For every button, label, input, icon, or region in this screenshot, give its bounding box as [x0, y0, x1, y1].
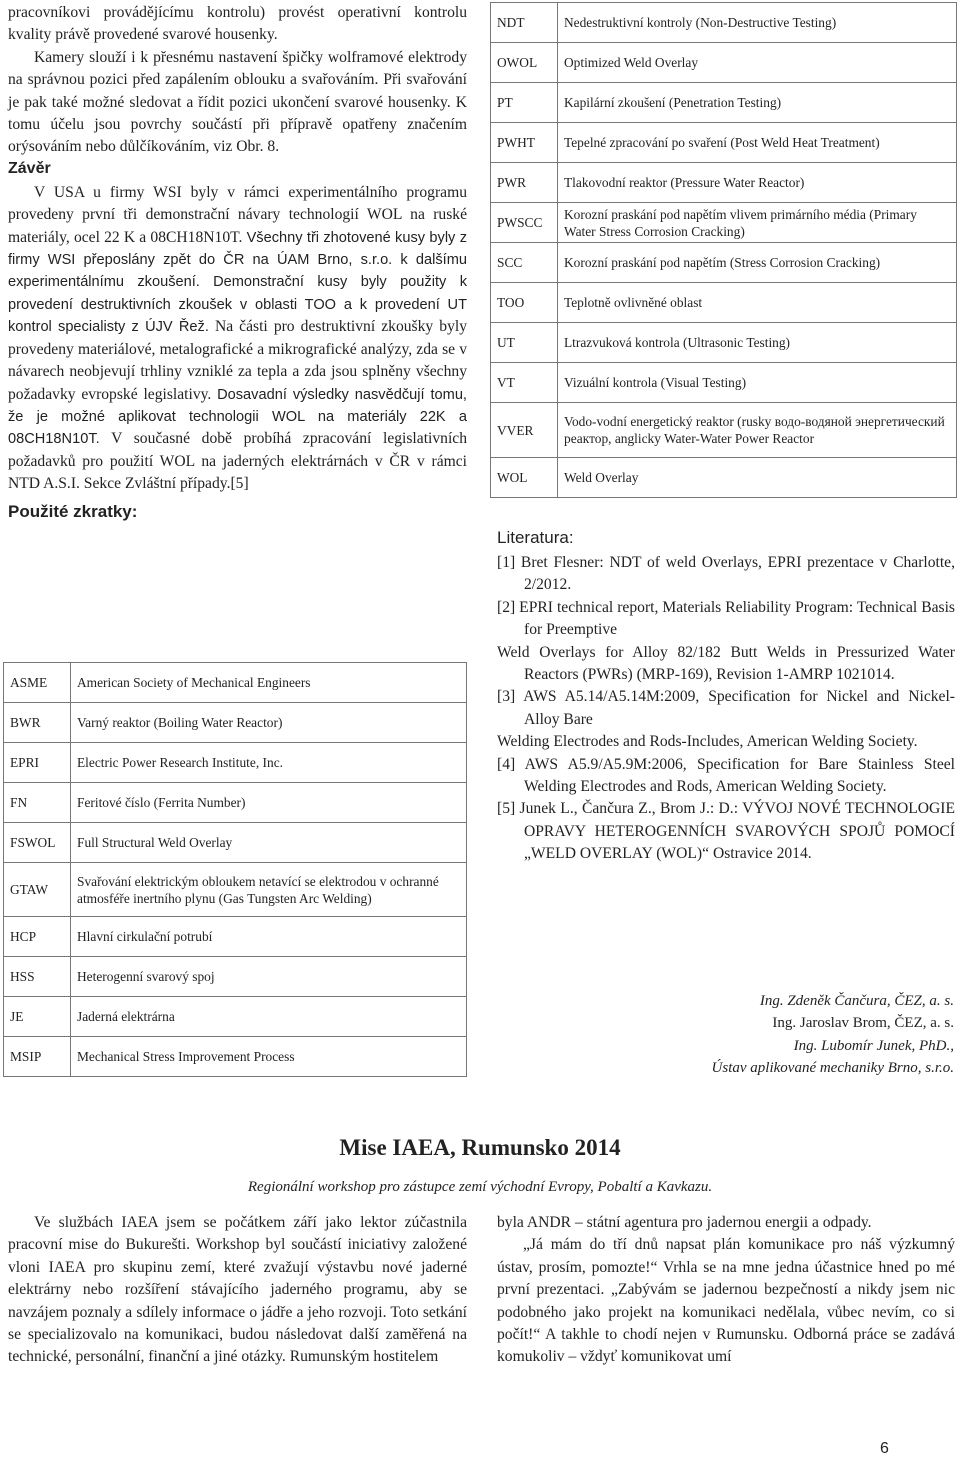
- conclusion-text: Na části pro destruktivní zkoušky byly provedeny materiálové, metalografické a mikrografické analýzy, zda se v návarech neobjevují trhliny vzniklé za tepla a zda jsou splněny všechny požadavky evropské legislativy.: [8, 318, 467, 403]
- abbreviation-key: MSIP: [4, 1037, 71, 1077]
- abbreviation-row: [4, 997, 467, 1037]
- abbreviation-row: [491, 123, 957, 163]
- abbreviation-meaning: Full Structural Weld Overlay: [71, 823, 467, 863]
- abbreviation-key: GTAW: [4, 863, 71, 917]
- paragraph: byla ANDR – státní agentura pro jadernou energii a odpady.: [497, 1214, 872, 1231]
- abbreviation-row: [4, 663, 467, 703]
- abbreviation-meaning: Mechanical Stress Improvement Process: [71, 1037, 467, 1077]
- abbreviation-key: HSS: [4, 957, 71, 997]
- paragraph: [8, 182, 467, 496]
- signature-line: Ing. Zdeněk Čančura, ČEZ, a. s.: [759, 993, 954, 1009]
- abbreviation-meaning: Heterogenní svarový spoj: [71, 957, 467, 997]
- abbreviation-row: [491, 458, 957, 498]
- abbreviation-meaning: Weld Overlay: [558, 458, 957, 498]
- reference-item: [2] EPRI technical report, Materials Reliability Program: Technical Basis for Preemptive: [497, 598, 955, 639]
- article-subtitle: Regionální workshop pro zástupce zemí východní Evropy, Pobaltí a Kavkazu.: [247, 1179, 713, 1195]
- conclusion-text: V USA u firmy WSI byly v rámci experimentálního programu provedeny první tři demonstrační návary technologií WOL na ruské materiály, ocel 22 K a 08CH18N10T.: [8, 183, 467, 246]
- article-title: Mise IAEA, Rumunsko 2014: [339, 1135, 621, 1160]
- reference-list: [497, 552, 955, 866]
- abbreviation-key: ASME: [4, 663, 71, 703]
- abbreviation-meaning: Korozní praskání pod napětím vlivem primárního média (Primary Water Stress Corrosion Cracking): [558, 203, 957, 243]
- literature-heading: Literatura:: [497, 528, 574, 547]
- paragraph: Kamery slouží i k přesnému nastavení špičky wolframové elektrody na správnou pozici před zapálením oblouku a svařováním. Při svařování je pak také možné sledovat a řídit pozici ukončení svarové housenky. K tomu účelu jsou povrchy součástí při přípravě opatřeny značením orýsováním nebo důlčíkováním, viz Obr. 8.: [8, 48, 467, 156]
- abbreviation-meaning: Feritové číslo (Ferrita Number): [71, 783, 467, 823]
- conclusion-text: V současné době probíhá zpracování legislativních požadavků pro použití WOL na jaderných elektrárnách v ČR v rámci NTD A.S.I. Sekce Zvláštní případy.[5]: [8, 430, 467, 493]
- abbreviation-row: [491, 3, 957, 43]
- abbreviation-key: VT: [491, 363, 558, 403]
- abbreviation-meaning: Hlavní cirkulační potrubí: [71, 917, 467, 957]
- abbreviation-meaning: Jaderná elektrárna: [71, 997, 467, 1037]
- abbreviation-row: [491, 163, 957, 203]
- abbreviation-key: OWOL: [491, 43, 558, 83]
- abbreviation-key: PWHT: [491, 123, 558, 163]
- abbreviation-meaning: Optimized Weld Overlay: [558, 43, 957, 83]
- abbreviation-key: UT: [491, 323, 558, 363]
- reference-item: Weld Overlays for Alloy 82/182 Butt Welds in Pressurized Water Reactors (PWRs) (MRP-169), Revision 1-AMRP 1021014.: [497, 643, 955, 684]
- reference-item: [4] AWS A5.9/A5.9M:2006, Specification for Bare Stainless Steel Welding Electrodes and Rods, American Welding Society.: [497, 755, 955, 796]
- abbreviation-meaning: American Society of Mechanical Engineers: [71, 663, 467, 703]
- abbreviation-key: BWR: [4, 703, 71, 743]
- abbreviation-row: [4, 957, 467, 997]
- abbreviation-key: SCC: [491, 243, 558, 283]
- paragraph: „Já mám do tří dnů napsat plán komunikace pro náš výzkumný ústav, prosím, pomozte!“ Vrhla se na mne jedna účastnice hned po mé první prezentaci. „Zabývám se jadernou bezpečností a nikdy jsem nic podobného jako projekt na komunikaci nedělala, vůbec nevím, co si počít!“ A takhle to chodí nejen v Rumunsku. Odborná práce se zadává komukoliv – vždyť komunikovat umí: [497, 1236, 955, 1366]
- abbreviation-meaning: Tlakovodní reaktor (Pressure Water Reactor): [558, 163, 957, 203]
- abbreviation-row: [491, 403, 957, 458]
- article-left-column: [8, 1212, 467, 1369]
- article-right-column: [497, 1212, 955, 1369]
- abbreviation-key: EPRI: [4, 743, 71, 783]
- author-signatures: [600, 990, 954, 1080]
- conclusion-heading: Závěr: [8, 159, 51, 177]
- reference-item: [3] AWS A5.14/A5.14M:2009, Specification for Nickel and Nickel-Alloy Bare: [497, 688, 955, 728]
- abbreviation-row: [491, 203, 957, 243]
- abbreviation-key: PWSCC: [491, 203, 558, 243]
- abbreviations-heading: Použité zkratky:: [8, 501, 138, 521]
- abbreviation-key: PWR: [491, 163, 558, 203]
- abbreviation-meaning: Tepelné zpracování po svaření (Post Weld Heat Treatment): [558, 123, 957, 163]
- abbreviation-meaning: Teplotně ovlivněné oblast: [558, 283, 957, 323]
- abbreviation-row: [4, 917, 467, 957]
- abbreviation-key: FSWOL: [4, 823, 71, 863]
- abbreviation-row: [491, 83, 957, 123]
- abbreviation-meaning: Korozní praskání pod napětím (Stress Corrosion Cracking): [558, 243, 957, 283]
- paragraph: pracovníkovi provádějícímu kontrolu) provést operativní kontrolu kvality právě provedené svarové housenky.: [8, 4, 467, 44]
- abbreviation-row: [491, 43, 957, 83]
- signature-line: Ing. Lubomír Junek, PhD.,: [793, 1037, 954, 1054]
- abbreviation-meaning: Ltrazvuková kontrola (Ultrasonic Testing): [558, 323, 957, 363]
- abbreviation-row: [4, 703, 467, 743]
- reference-item: [1] Bret Flesner: NDT of weld Overlays, EPRI prezentace v Charlotte, 2/2012.: [497, 554, 955, 594]
- abbreviation-meaning: Vodo-vodní energetický reaktor (rusky водо-водяной энергетический реактор, anglicky Water-Water Power Reactor: [558, 403, 957, 458]
- conclusion-text: Všechny tři zhotovené kusy byly z firmy WSI přeposlány zpět do ČR na ÚAM Brno, s.r.o. k dalšímu experimentálnímu zkoušení.: [8, 229, 467, 291]
- abbreviation-meaning: Varný reaktor (Boiling Water Reactor): [71, 703, 467, 743]
- abbreviations-table-right: [490, 2, 957, 498]
- abbreviation-row: [4, 783, 467, 823]
- abbreviation-row: [491, 283, 957, 323]
- page-number: 6: [880, 1440, 889, 1457]
- abbreviation-key: NDT: [491, 3, 558, 43]
- abbreviation-key: TOO: [491, 283, 558, 323]
- conclusion-text: Dosavadní výsledky nasvědčují tomu, že je možné aplikovat technologii WOL na materiály 22K a 08CH18N10T.: [8, 386, 467, 448]
- abbreviations-table-left: [3, 662, 467, 1077]
- paragraph: Ve službách IAEA jsem se počátkem září jako lektor zúčastnila pracovní mise do Bukurešti. Workshop byl součástí iniciativy založené vloni IAEA pro skupinu zemí, které zvažují výstavbu nové jaderné elektrárny nebo rozšíření stávajícího jaderného programu, aby se navzájem poznaly a sdílely informace o jádře a jeho rozvoji. Toto setkání se specializovalo na komunikaci, budou následovat další zaměřená na technické, personální, finanční a jiné otázky. Rumunským hostitelem: [8, 1214, 467, 1366]
- abbreviation-meaning: Vizuální kontrola (Visual Testing): [558, 363, 957, 403]
- abbreviation-key: FN: [4, 783, 71, 823]
- reference-item: Welding Electrodes and Rods-Includes, American Welding Society.: [497, 733, 918, 751]
- signature-line: Ing. Jaroslav Brom, ČEZ, a. s.: [772, 1015, 954, 1032]
- abbreviation-key: HCP: [4, 917, 71, 957]
- abbreviation-row: [491, 323, 957, 363]
- abbreviation-meaning: Kapilární zkoušení (Penetration Testing): [558, 83, 957, 123]
- abbreviation-meaning: Electric Power Research Institute, Inc.: [71, 743, 467, 783]
- literature-section: [497, 528, 955, 866]
- abbreviation-meaning: Svařování elektrickým obloukem netavící se elektrodou v ochranné atmosféře inertního plynu (Gas Tungsten Arc Welding): [71, 863, 467, 917]
- abbreviation-row: [4, 823, 467, 863]
- left-column: [8, 2, 467, 522]
- abbreviation-row: [491, 363, 957, 403]
- abbreviation-row: [4, 863, 467, 917]
- abbreviation-key: JE: [4, 997, 71, 1037]
- signature-line: Ústav aplikované mechaniky Brno, s.r.o.: [711, 1060, 954, 1077]
- abbreviation-key: VVER: [491, 403, 558, 458]
- reference-item: [5] Junek L., Čančura Z., Brom J.: D.: VÝVOJ NOVÉ TECHNOLOGIE OPRAVY HETEROGENNÍCH SVAROVÝCH SPOJŮ POMOCÍ „WELD OVERLAY (WOL)“ Ostravice 2014.: [497, 800, 955, 863]
- abbreviation-row: [4, 743, 467, 783]
- abbreviation-key: PT: [491, 83, 558, 123]
- abbreviation-row: [491, 243, 957, 283]
- abbreviation-meaning: Nedestruktivní kontroly (Non-Destructive Testing): [558, 3, 957, 43]
- abbreviation-key: WOL: [491, 458, 558, 498]
- conclusion-text: Demonstrační kusy byly použity k provedení destruktivních zkoušek v oblasti TOO a k provedení UT kontrol specialisty z ÚJV Řež.: [8, 274, 467, 336]
- abbreviation-row: [4, 1037, 467, 1077]
